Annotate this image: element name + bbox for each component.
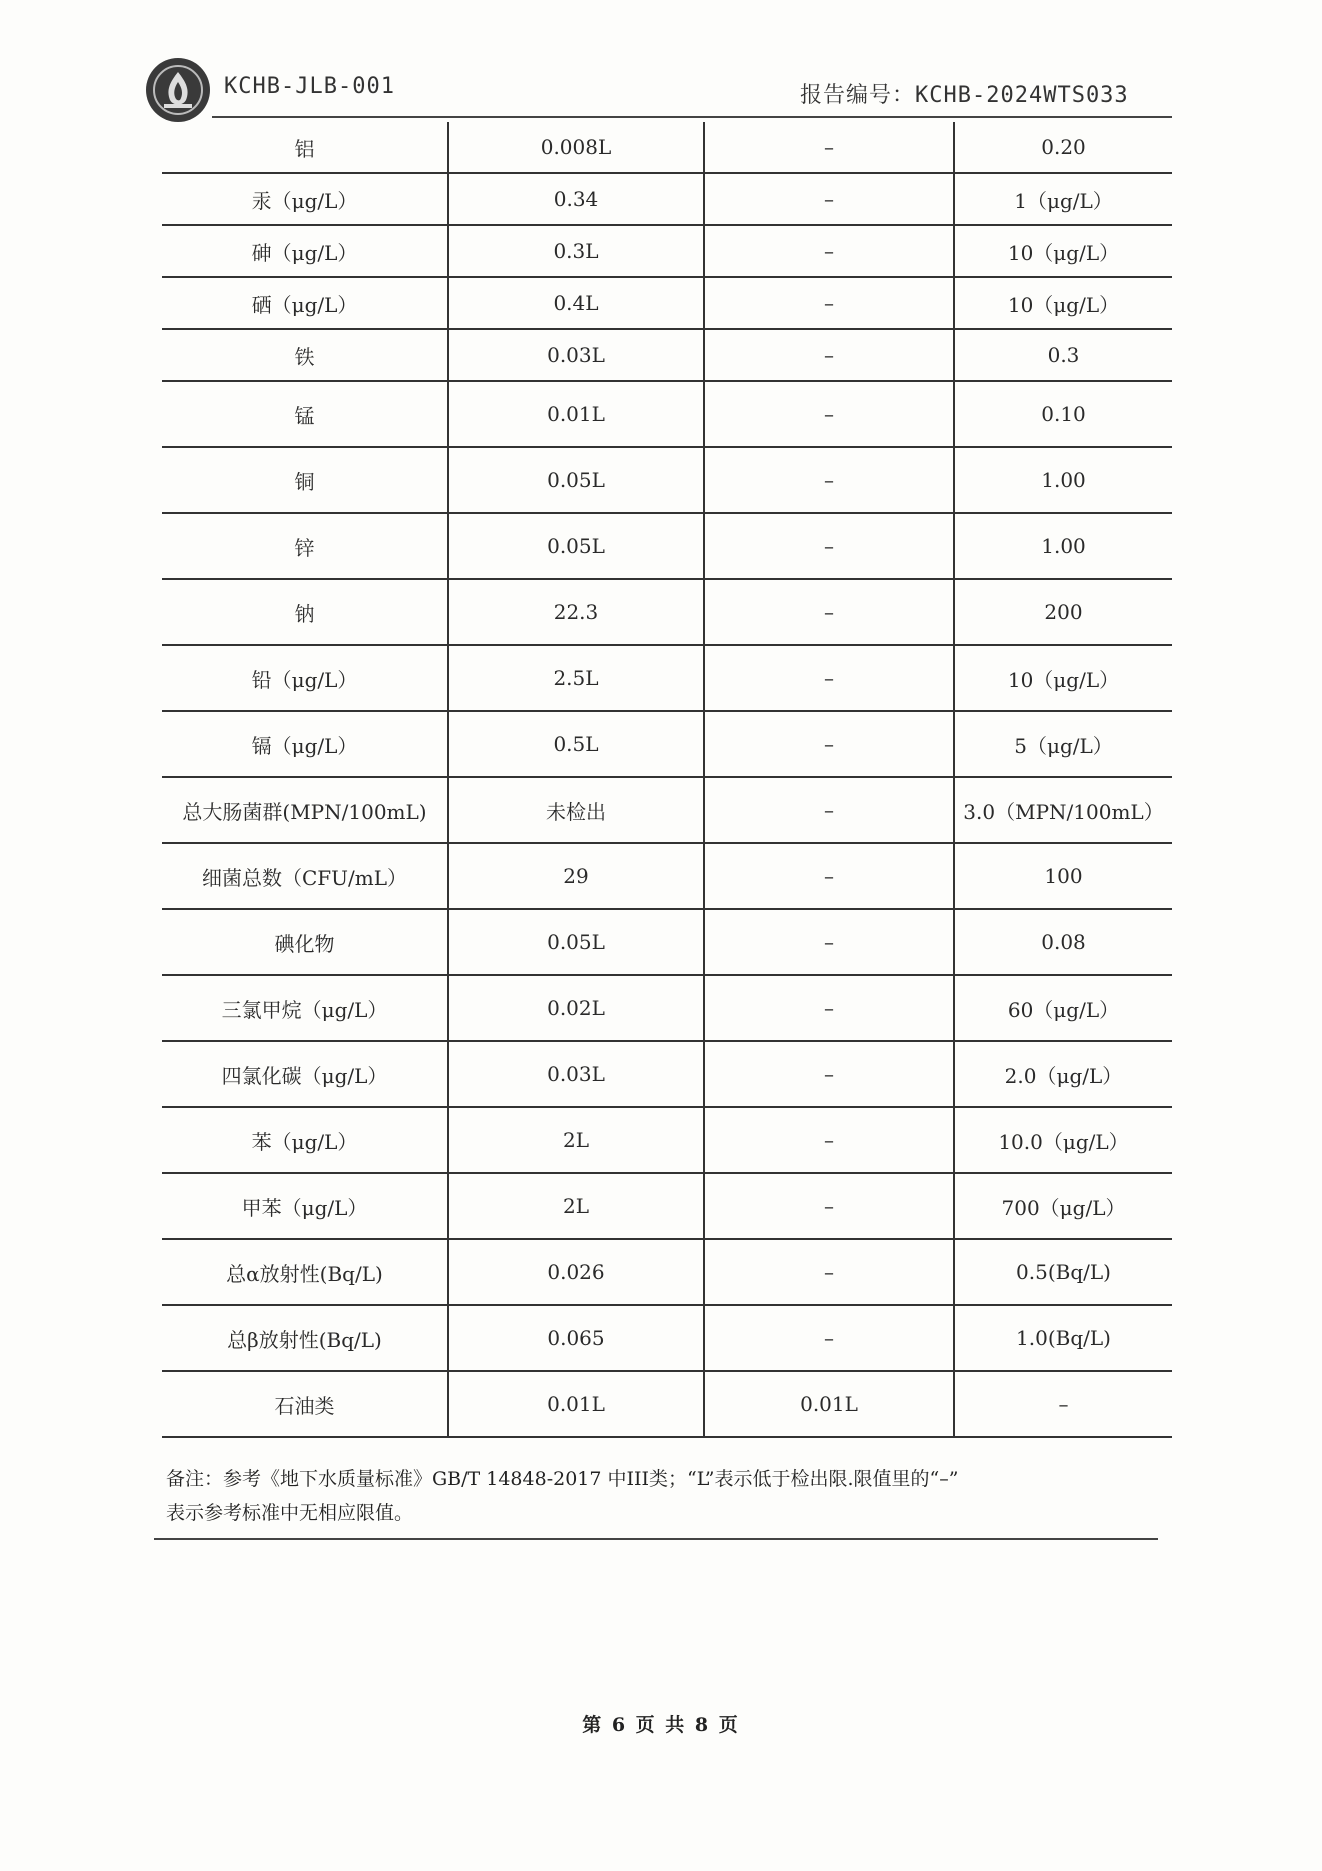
remarks-note	[166, 1462, 1166, 1530]
logo-emblem-icon	[146, 58, 210, 122]
remarks-line: 备注：参考《地下水质量标准》GB/T 14848-2017 中III类；“L”表示低于检出限.限值里的“–”	[166, 1468, 959, 1490]
table-row	[162, 843, 1172, 909]
result-cell: 0.01L	[448, 381, 704, 447]
result-cell: 29	[448, 843, 704, 909]
table-row	[162, 645, 1172, 711]
result-cell: –	[704, 1239, 954, 1305]
item-cell: 苯（μg/L）	[162, 1107, 448, 1173]
item-cell: 总大肠菌群(MPN/100mL)	[162, 777, 448, 843]
result-cell: –	[704, 777, 954, 843]
result-cell: –	[704, 447, 954, 513]
header-divider	[212, 116, 1172, 118]
limit-cell: 1（μg/L）	[954, 173, 1172, 225]
item-cell: 汞（μg/L）	[162, 173, 448, 225]
table-row	[162, 1239, 1172, 1305]
result-cell: –	[704, 975, 954, 1041]
table-row	[162, 1305, 1172, 1371]
remarks-line: 表示参考标准中无相应限值。	[166, 1502, 414, 1524]
table-row	[162, 329, 1172, 381]
item-cell: 铁	[162, 329, 448, 381]
result-cell: 2L	[448, 1173, 704, 1239]
result-cell: –	[704, 579, 954, 645]
limit-cell: 0.08	[954, 909, 1172, 975]
table-row	[162, 909, 1172, 975]
result-cell: 未检出	[448, 777, 704, 843]
item-cell: 细菌总数（CFU/mL）	[162, 843, 448, 909]
limit-cell: 1.00	[954, 513, 1172, 579]
item-cell: 碘化物	[162, 909, 448, 975]
item-cell: 石油类	[162, 1371, 448, 1437]
limit-cell: 700（μg/L）	[954, 1173, 1172, 1239]
item-cell: 砷（μg/L）	[162, 225, 448, 277]
result-cell: 2L	[448, 1107, 704, 1173]
result-cell: –	[704, 909, 954, 975]
result-cell: 0.008L	[448, 122, 704, 173]
limit-cell: 60（μg/L）	[954, 975, 1172, 1041]
company-logo	[146, 58, 210, 122]
result-cell: 2.5L	[448, 645, 704, 711]
page-number: 第 6 页 共 8 页	[582, 1714, 740, 1736]
result-cell: –	[704, 1305, 954, 1371]
table-row	[162, 1107, 1172, 1173]
table-row	[162, 122, 1172, 173]
item-cell: 铅（μg/L）	[162, 645, 448, 711]
limit-cell: 0.3	[954, 329, 1172, 381]
result-cell: 0.065	[448, 1305, 704, 1371]
limit-cell: 5（μg/L）	[954, 711, 1172, 777]
result-cell: –	[704, 173, 954, 225]
result-cell: –	[704, 381, 954, 447]
table-row	[162, 1041, 1172, 1107]
limit-cell: 10（μg/L）	[954, 225, 1172, 277]
report-number: 报告编号：KCHB-2024WTS033	[800, 83, 1129, 108]
limit-cell: 0.5(Bq/L)	[954, 1239, 1172, 1305]
result-cell: –	[704, 1041, 954, 1107]
item-cell: 四氯化碳（μg/L）	[162, 1041, 448, 1107]
limit-cell: 0.20	[954, 122, 1172, 173]
result-cell: 0.34	[448, 173, 704, 225]
limit-cell: 1.0(Bq/L)	[954, 1305, 1172, 1371]
result-cell: 0.026	[448, 1239, 704, 1305]
result-cell: 0.03L	[448, 329, 704, 381]
item-cell: 锰	[162, 381, 448, 447]
result-cell: 0.05L	[448, 447, 704, 513]
item-cell: 铜	[162, 447, 448, 513]
limit-cell: 10.0（μg/L）	[954, 1107, 1172, 1173]
result-cell: 0.05L	[448, 513, 704, 579]
result-cell: –	[704, 711, 954, 777]
item-cell: 镉（μg/L）	[162, 711, 448, 777]
result-cell: –	[704, 843, 954, 909]
result-cell: 22.3	[448, 579, 704, 645]
item-cell: 锌	[162, 513, 448, 579]
remarks-divider	[154, 1538, 1158, 1540]
result-cell: 0.03L	[448, 1041, 704, 1107]
table-row	[162, 711, 1172, 777]
result-cell: –	[704, 1173, 954, 1239]
item-cell: 三氯甲烷（μg/L）	[162, 975, 448, 1041]
limit-cell: 10（μg/L）	[954, 277, 1172, 329]
limit-cell: 2.0（μg/L）	[954, 1041, 1172, 1107]
table-row	[162, 173, 1172, 225]
result-cell: –	[704, 1107, 954, 1173]
item-cell: 铝	[162, 122, 448, 173]
table-row	[162, 777, 1172, 843]
result-cell: 0.3L	[448, 225, 704, 277]
item-cell: 硒（μg/L）	[162, 277, 448, 329]
item-cell: 钠	[162, 579, 448, 645]
table-row	[162, 513, 1172, 579]
limit-cell: 200	[954, 579, 1172, 645]
result-cell: 0.02L	[448, 975, 704, 1041]
limit-cell: 100	[954, 843, 1172, 909]
result-cell: –	[704, 225, 954, 277]
item-cell: 甲苯（μg/L）	[162, 1173, 448, 1239]
result-cell: –	[704, 513, 954, 579]
item-cell: 总α放射性(Bq/L)	[162, 1239, 448, 1305]
table-row	[162, 225, 1172, 277]
table-row	[162, 447, 1172, 513]
result-cell: –	[704, 277, 954, 329]
result-cell: –	[704, 329, 954, 381]
limit-cell: 10（μg/L）	[954, 645, 1172, 711]
table-row	[162, 579, 1172, 645]
limit-cell: 3.0（MPN/100mL）	[954, 777, 1172, 843]
limit-cell: –	[954, 1371, 1172, 1437]
result-cell: –	[704, 122, 954, 173]
document-code: KCHB-JLB-001	[224, 74, 395, 99]
result-cell: 0.4L	[448, 277, 704, 329]
result-cell: –	[704, 645, 954, 711]
test-results-table	[162, 122, 1172, 1438]
table-row	[162, 1371, 1172, 1437]
table-row	[162, 1173, 1172, 1239]
limit-cell: 1.00	[954, 447, 1172, 513]
table-row	[162, 277, 1172, 329]
limit-cell: 0.10	[954, 381, 1172, 447]
item-cell: 总β放射性(Bq/L)	[162, 1305, 448, 1371]
result-cell: 0.01L	[448, 1371, 704, 1437]
result-cell: 0.5L	[448, 711, 704, 777]
result-cell: 0.01L	[704, 1371, 954, 1437]
table-row	[162, 381, 1172, 447]
table-row	[162, 975, 1172, 1041]
result-cell: 0.05L	[448, 909, 704, 975]
